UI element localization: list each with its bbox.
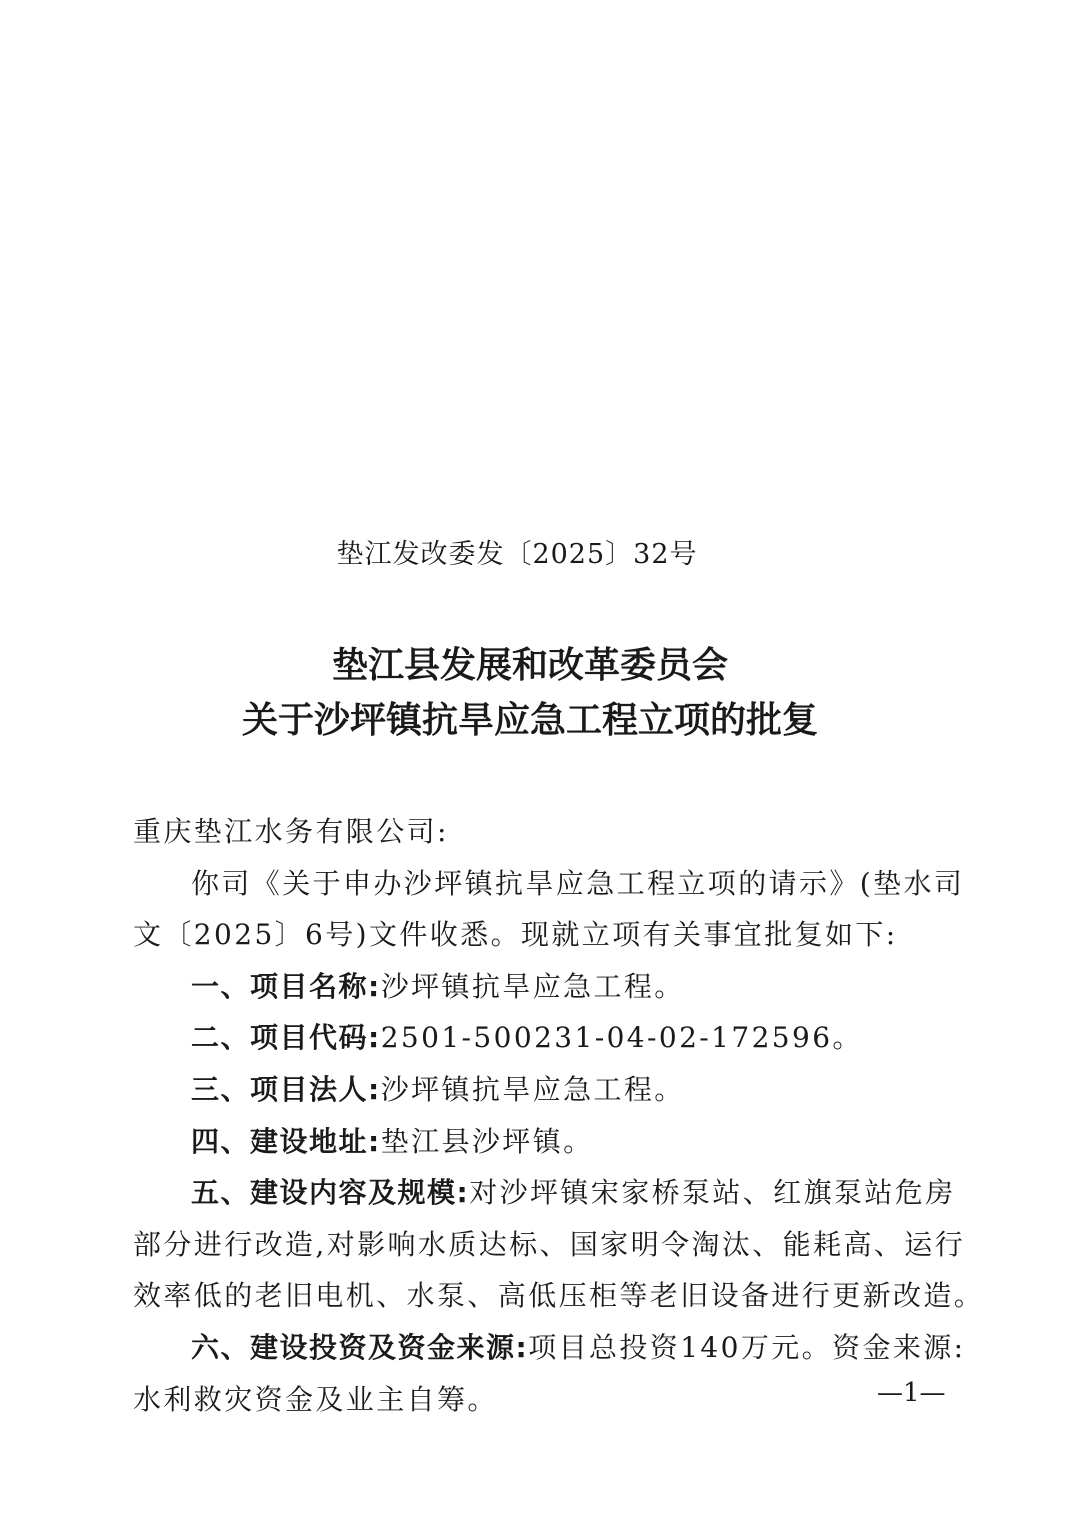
document-number: 垫江发改委发〔2025〕32号 xyxy=(336,539,698,570)
item-text: 2501-500231-04-02-172596。 xyxy=(380,1021,863,1055)
item-label: 一、项目名称: xyxy=(191,969,381,1003)
item-text: 沙坪镇抗旱应急工程。 xyxy=(380,969,685,1003)
item-legal-person xyxy=(133,1064,933,1116)
page-number: —1— xyxy=(877,1378,946,1408)
item-text: 垫江县沙坪镇。 xyxy=(380,1124,594,1158)
item-project-name xyxy=(133,961,933,1013)
item-text: 项目总投资140万元。资金来源: xyxy=(528,1330,966,1364)
item-investment xyxy=(133,1322,966,1374)
item-label: 四、建设地址: xyxy=(191,1124,381,1158)
item-investment-cont-1: 水利救灾资金及业主自筹。 xyxy=(133,1382,498,1416)
addressee: 重庆垫江水务有限公司: xyxy=(133,815,449,848)
item-address xyxy=(133,1116,933,1168)
document-title xyxy=(0,638,1060,748)
item-label: 六、建设投资及资金来源: xyxy=(191,1330,529,1364)
item-text: 沙坪镇抗旱应急工程。 xyxy=(380,1072,685,1106)
item-label: 二、项目代码: xyxy=(191,1021,381,1055)
item-label: 三、项目法人: xyxy=(191,1072,381,1106)
intro-line-2: 文〔2025〕6号)文件收悉。现就立项有关事宜批复如下: xyxy=(133,918,898,952)
item-project-code xyxy=(133,1012,933,1064)
item-text: 对沙坪镇宋家桥泵站、红旗泵站危房 xyxy=(469,1176,956,1210)
title-line-2: 关于沙坪镇抗旱应急工程立项的批复 xyxy=(241,700,818,741)
item-label: 五、建设内容及规模: xyxy=(191,1176,470,1210)
document-body xyxy=(133,806,985,1425)
item-construction-scope-cont-1: 部分进行改造,对影响水质达标、国家明令淘汰、能耗高、运行 xyxy=(133,1227,966,1261)
title-line-1: 垫江县发展和改革委员会 xyxy=(331,645,728,686)
item-construction-scope xyxy=(133,1167,956,1219)
item-construction-scope-cont-2: 效率低的老旧电机、水泵、高低压柜等老旧设备进行更新改造。 xyxy=(133,1279,985,1313)
intro-line-1: 你司《关于申办沙坪镇抗旱应急工程立项的请示》(垫水司 xyxy=(191,866,965,900)
